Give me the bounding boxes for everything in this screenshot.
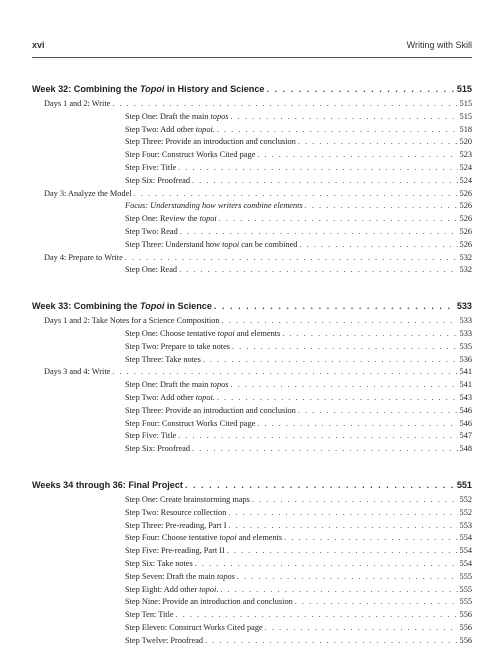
page-ref: 554 [459, 546, 472, 556]
step-entry [32, 558, 472, 571]
page-ref: 533 [459, 316, 472, 326]
page-ref: 556 [459, 635, 472, 645]
entry-title [125, 430, 176, 443]
step-entry [32, 162, 472, 175]
entry-title [125, 609, 174, 622]
title-text: Step Five: Title [125, 162, 177, 172]
entry-title [125, 136, 296, 149]
title-italic: topoi [222, 239, 240, 249]
entry-title [125, 494, 250, 507]
title-italic: topos [210, 111, 229, 121]
week-heading [32, 478, 472, 493]
entry-title [125, 622, 263, 635]
title-text-after: and elements [234, 328, 281, 338]
page-ref: 526 [459, 226, 472, 236]
entry-title [125, 379, 228, 392]
dot-leader [112, 366, 457, 379]
step-entry [32, 430, 472, 443]
entry-title [125, 635, 203, 648]
day-entry [32, 252, 472, 265]
step-entry [32, 520, 472, 533]
dot-leader [257, 149, 457, 162]
title-text: Step Three: Provide an introduction and conclusion [125, 137, 296, 147]
title-text: Step Eleven: Construct Works Cited page [125, 622, 263, 632]
entry-title [125, 200, 303, 213]
running-title: Writing with Skill [406, 40, 472, 50]
page-ref: 551 [456, 479, 472, 490]
dot-leader [217, 392, 458, 405]
title-italic: topoi [195, 124, 213, 134]
entry-title [125, 354, 201, 367]
dot-leader [284, 532, 457, 545]
entry-title [125, 405, 296, 418]
entry-title [125, 175, 190, 188]
page-ref: 520 [459, 137, 472, 147]
title-italic: Topoi [139, 84, 165, 94]
page-ref: 555 [459, 571, 472, 581]
step-entry [32, 200, 472, 213]
entry-title [125, 392, 215, 405]
title-text: Weeks 34 through 36: Final Project [32, 479, 183, 490]
title-text-after: in Science [164, 301, 212, 312]
dot-leader [222, 315, 458, 328]
title-text-after: in History and Science [164, 84, 265, 94]
entry-title [125, 239, 297, 252]
step-entry [32, 571, 472, 584]
step-entry [32, 494, 472, 507]
page-ref: 526 [459, 188, 472, 198]
step-entry [32, 149, 472, 162]
dot-leader [228, 507, 457, 520]
step-entry [32, 111, 472, 124]
dot-leader [265, 622, 458, 635]
dot-leader [219, 213, 458, 226]
step-entry [32, 175, 472, 188]
title-text-after: and elements [236, 533, 283, 543]
entry-title [125, 213, 217, 226]
page-ref: 526 [459, 201, 472, 211]
step-entry [32, 532, 472, 545]
toc-section [32, 478, 472, 648]
title-italic: topoi [217, 328, 235, 338]
step-entry [32, 136, 472, 149]
entry-title [125, 558, 193, 571]
title-italic: Focus: Understanding how writers combine elements [125, 201, 303, 211]
page-ref: 556 [459, 610, 472, 620]
entry-title [125, 443, 190, 456]
day-entry [32, 188, 472, 201]
entry-title [125, 584, 218, 597]
title-italic: topoi [199, 214, 217, 224]
step-entry [32, 609, 472, 622]
step-entry [32, 622, 472, 635]
title-text: Step Four: Choose tentative [125, 533, 220, 543]
dot-leader [134, 188, 458, 201]
entry-title [125, 111, 228, 124]
title-italic: topos [216, 571, 235, 581]
page-ref: 541 [459, 367, 472, 377]
dot-leader [179, 264, 457, 277]
title-text: Step Four: Construct Works Cited page [125, 418, 256, 428]
page-ref: 556 [459, 622, 472, 632]
title-text: Step One: Choose tentative [125, 328, 218, 338]
entry-title [44, 252, 123, 265]
dot-leader [266, 82, 454, 97]
entry-title [125, 124, 215, 137]
page-ref: 548 [459, 444, 472, 454]
page-ref: 515 [459, 111, 472, 121]
step-entry [32, 418, 472, 431]
page-ref: 524 [459, 175, 472, 185]
dot-leader [299, 239, 457, 252]
entry-title [125, 571, 235, 584]
dot-leader [192, 443, 458, 456]
day-entry [32, 315, 472, 328]
title-italic: topoi [219, 533, 237, 543]
week-heading [32, 299, 472, 314]
title-text-after: . [212, 392, 215, 402]
title-text-after: can be combined [239, 239, 298, 249]
page-ref: 552 [459, 494, 472, 504]
page-ref: 554 [459, 558, 472, 568]
step-entry [32, 328, 472, 341]
dot-leader [203, 354, 458, 367]
title-text: Step Two: Prepare to take notes [125, 341, 231, 351]
dot-leader [230, 379, 457, 392]
step-entry [32, 545, 472, 558]
page-ref: 554 [459, 533, 472, 543]
dot-leader [228, 520, 457, 533]
page-ref: 533 [456, 301, 472, 312]
title-text: Week 32: Combining the [32, 84, 140, 94]
title-italic: topos [210, 380, 229, 390]
day-entry [32, 366, 472, 379]
dot-leader [214, 299, 455, 314]
page-ref: 536 [459, 354, 472, 364]
dot-leader [295, 596, 458, 609]
step-entry [32, 226, 472, 239]
title-text: Step Three: Pre-reading, Part I [125, 520, 227, 530]
entry-title [125, 507, 226, 520]
entry-title [32, 478, 183, 493]
entry-title [44, 98, 110, 111]
page-ref: 524 [459, 162, 472, 172]
title-text: Step One: Create brainstorming maps [125, 494, 250, 504]
dot-leader [282, 328, 457, 341]
step-entry [32, 507, 472, 520]
title-text: Days 1 and 2: Write [44, 99, 111, 108]
day-entry [32, 98, 472, 111]
dot-leader [298, 405, 458, 418]
toc-section [32, 82, 472, 277]
step-entry [32, 405, 472, 418]
page-ref: 526 [459, 239, 472, 249]
title-text: Step One: Draft the main [125, 380, 211, 390]
entry-title [125, 264, 177, 277]
title-text: Step Six: Proofread [125, 175, 190, 185]
title-text: Days 3 and 4: Write [44, 367, 111, 377]
page-ref: 533 [459, 328, 472, 338]
dot-leader [230, 111, 457, 124]
step-entry [32, 239, 472, 252]
dot-leader [195, 558, 458, 571]
dot-leader [257, 418, 457, 431]
title-text-after: . [216, 584, 219, 594]
step-entry [32, 392, 472, 405]
page-ref: 532 [459, 265, 472, 275]
title-italic: topoi [195, 392, 213, 402]
title-text: Step Five: Pre-reading, Part II [125, 546, 225, 556]
toc-section [32, 299, 472, 456]
title-text: Step Twelve: Proofread [125, 635, 204, 645]
title-text: Days 1 and 2: Take Notes for a Science Composition [44, 316, 220, 326]
entry-title [125, 418, 255, 431]
title-italic: Topoi [139, 301, 165, 312]
page-ref: 555 [459, 584, 472, 594]
title-text: Step One: Review the [125, 214, 200, 224]
page-ref: 555 [459, 597, 472, 607]
entry-title [125, 532, 282, 545]
title-text: Day 3: Analyze the Model [44, 188, 132, 198]
title-text: Step Three: Take notes [125, 354, 201, 364]
dot-leader [298, 136, 458, 149]
entry-title [125, 545, 225, 558]
entry-title [125, 149, 255, 162]
entry-title [125, 226, 178, 239]
step-entry [32, 354, 472, 367]
page-ref: 523 [459, 150, 472, 160]
dot-leader [185, 478, 455, 493]
dot-leader [217, 124, 458, 137]
dot-leader [176, 609, 458, 622]
title-text: Step Two: Resource collection [125, 507, 227, 517]
step-entry [32, 264, 472, 277]
entry-title [125, 341, 230, 354]
title-text: Step Two: Add other [125, 124, 196, 134]
page-ref: 546 [459, 405, 472, 415]
title-text: Step Three: Understand how [125, 239, 223, 249]
dot-leader [178, 162, 457, 175]
title-text: Step Nine: Provide an introduction and conclusion [125, 597, 293, 607]
dot-leader [305, 200, 458, 213]
title-text: Step Two: Add other [125, 392, 196, 402]
step-entry [32, 341, 472, 354]
title-text: Step Two: Read [125, 226, 178, 236]
page-ref: 518 [459, 124, 472, 134]
page-ref: 532 [459, 252, 472, 262]
dot-leader [192, 175, 458, 188]
dot-leader [178, 430, 457, 443]
page-ref: 552 [459, 507, 472, 517]
page-ref: 553 [459, 520, 472, 530]
dot-leader [112, 98, 457, 111]
page-ref: 515 [456, 84, 472, 94]
page-ref: 547 [459, 431, 472, 441]
step-entry [32, 584, 472, 597]
title-italic: topoi [199, 584, 217, 594]
entry-title [44, 315, 220, 328]
title-text: Week 33: Combining the [32, 301, 140, 312]
dot-leader [227, 545, 458, 558]
step-entry [32, 379, 472, 392]
dot-leader [232, 341, 458, 354]
step-entry [32, 596, 472, 609]
step-entry [32, 635, 472, 648]
title-text: Step One: Read [125, 265, 178, 275]
entry-title [44, 366, 110, 379]
entry-title [125, 596, 293, 609]
dot-leader [180, 226, 458, 239]
page-ref: 543 [459, 392, 472, 402]
dot-leader [220, 584, 457, 597]
entry-title [44, 188, 132, 201]
step-entry [32, 124, 472, 137]
dot-leader [205, 635, 457, 648]
page-ref: 541 [459, 380, 472, 390]
page-ref: 546 [459, 418, 472, 428]
entry-title [125, 520, 226, 533]
table-of-contents [32, 82, 472, 647]
dot-leader [252, 494, 458, 507]
entry-title [32, 299, 212, 314]
header-rule [32, 57, 472, 58]
title-text: Step Five: Title [125, 431, 177, 441]
page-ref: 526 [459, 214, 472, 224]
week-heading [32, 82, 472, 97]
title-text: Step Six: Proofread [125, 444, 190, 454]
entry-title [125, 328, 280, 341]
title-text: Step Seven: Draft the main [125, 571, 217, 581]
title-text-after: . [212, 124, 215, 134]
page-number: xvi [32, 40, 45, 50]
entry-title [32, 82, 264, 97]
title-text: Step Four: Construct Works Cited page [125, 150, 256, 160]
title-text: Step One: Draft the main [125, 111, 211, 121]
step-entry [32, 213, 472, 226]
title-text: Step Eight: Add other [125, 584, 200, 594]
dot-leader [125, 252, 458, 265]
page-ref: 515 [459, 99, 472, 108]
page-ref: 535 [459, 341, 472, 351]
title-text: Step Ten: Title [125, 610, 174, 620]
title-text: Day 4: Prepare to Write [44, 252, 123, 262]
title-text: Step Six: Take notes [125, 558, 193, 568]
running-header [32, 40, 472, 58]
entry-title [125, 162, 176, 175]
title-text: Step Three: Provide an introduction and conclusion [125, 405, 296, 415]
dot-leader [237, 571, 458, 584]
step-entry [32, 443, 472, 456]
